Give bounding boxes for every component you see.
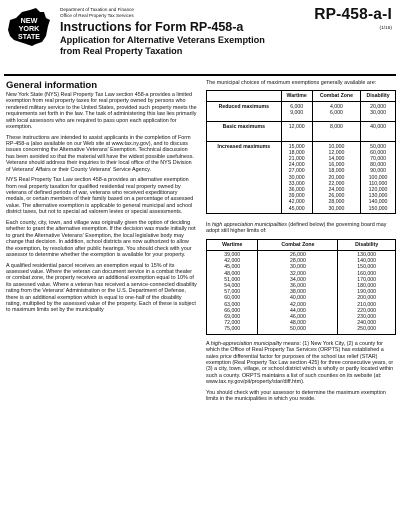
table-row: [207, 142, 396, 214]
table-header: Combat Zone: [312, 91, 360, 102]
svg-text:NEW: NEW: [20, 16, 38, 25]
table-header-row: [207, 91, 396, 102]
svg-text:STATE: STATE: [18, 34, 40, 41]
table-cell: 6,000 9,000: [281, 102, 312, 122]
table-header: [207, 91, 282, 102]
table-cell: 39,000 42,000 45,000 48,000 51,000 54,000 57,000 60,000 63,000 66,000 69,000 72,000 75,000: [207, 250, 258, 334]
row-label: Reduced maximums: [207, 102, 282, 122]
table-cell: 15,000 18,000 21,000 24,000 27,000 30,000 33,000 36,000 39,000 42,000 45,000: [281, 142, 312, 214]
table-header: Disability: [361, 91, 396, 102]
section-heading: General information: [6, 80, 98, 91]
table-row: [207, 122, 396, 142]
table-row: [207, 102, 396, 122]
table-cell: 10,000 12,000 14,000 16,000 18,000 20,000 22,000 24,000 26,000 28,000 30,000: [312, 142, 360, 214]
paragraph: A qualified residential parcel receives an exemption equal to 15% of its assessed value. Where the veteran can document service in a combat theater or combat zone, the property receives an additional exemption equal to 10% of its assessed value. Where a veteran has received a service-connected disability rating from the Veterans' Administration or the U.S. Department of Defense, there is an additional exemption which is equal to one-half of the disability rating, multiplied by the assessed value of the property. Each of these is subject to maximum limits set by the municipality: [6, 262, 197, 314]
page-subtitle: Application for Alternative Veterans Exemption from Real Property Taxation: [60, 35, 265, 56]
table-header: Disability: [338, 239, 396, 250]
page-title: Instructions for Form RP-458-a: [60, 20, 244, 34]
high-appreciation-limits-table: [206, 239, 396, 335]
form-header: [6, 4, 396, 76]
paragraph: Each county, city, town, and village was originally given the option of deciding whether to grant the alternative exemption. If the decision was made initially not to grant the Alternative Veterans' Exemption, the local legislative body may change that decision. In addition, school districts are now authorized to allow the exemption, by resolution after public hearings. You should check with your assessor to determine whether the exemption is available for your property.: [6, 219, 196, 258]
table-cell: 20,000 30,000: [361, 102, 396, 122]
high-appreciation-intro: In high appreciation municipalities (defined below) the governing board may adopt still higher limits of:: [206, 222, 387, 235]
header-divider: [4, 74, 396, 76]
table-header: Wartime: [207, 239, 258, 250]
table-cell: 26,000 28,000 30,000 32,000 34,000 36,000 38,000 40,000 42,000 44,000 46,000 48,000 50,000: [258, 250, 338, 334]
table-cell: 8,000: [312, 122, 360, 142]
left-column: [6, 80, 197, 318]
table-cell: 130,000 140,000 150,000 160,000 170,000 180,000 190,000 200,000 210,000 220,000 230,000 240,000 250,000: [338, 250, 396, 334]
revision-date: (1/16): [379, 26, 392, 31]
department-name: Department of Taxation and Finance Office of Real Property Tax Services: [60, 7, 134, 18]
table-row: [207, 250, 396, 334]
table-header: Wartime: [281, 91, 312, 102]
paragraph: NYS Real Property Tax Law section 458-a provides an alternative exemption from real property taxation for qualified residential real property owned by veterans of defined periods of war, veterans who received expeditionary medals, or certain members of their family based on a percentage of assessed value. The alternative exemption is applicable to general municipal and school district taxes, but not to special ad valorem levies or special assessments.: [6, 177, 194, 216]
svg-text:YORK: YORK: [18, 24, 40, 33]
table-header: Combat Zone: [258, 239, 338, 250]
paragraph: These instructions are intended to assist applicants in the completion of Form RP-458-a (also available on our Web site at www.tax.ny.gov), and to discuss issues concerning the Alternative Veterans' Exemption. Technical discussion has been avoided so that the material will have the widest possible usefulness. Veterans should address their inquiries to their local office of the NYS Division of Veterans' Affairs or their County Veterans' Service Agency.: [6, 134, 194, 173]
table-intro: The municipal choices of maximum exemptions generally available are:: [206, 80, 377, 86]
high-appreciation-definition: A high-appreciation municipality means: (1) New York City, (2) a county for which the Office of Real Property Tax Services (ORPTS) has established a sales price differential factor for purposes of the school tax relief (STAR) exemption (Real Property Tax Law section 425) for three consecutive years, or (3) a city, town, village, or school district which is wholly or partly located within such a county. ORPTS maintains a list of such counties on its website (at: www.tax.ny.gov/pit/property/star/diff.htm).: [206, 340, 394, 386]
form-number: RP-458-a-I: [314, 6, 392, 23]
maximum-exemptions-table: [206, 90, 396, 214]
right-column: [206, 80, 396, 407]
table-cell: 40,000: [361, 122, 396, 142]
new-york-state-logo: [6, 6, 52, 50]
table-cell: 4,000 6,000: [312, 102, 360, 122]
row-label: Increased maximums: [207, 142, 282, 214]
table-header-row: [207, 239, 396, 250]
paragraph: New York State (NYS) Real Property Tax Law section 458-a provides a limited exemption from real property taxes for real property owned by persons who rendered military service to the United States, provided such property meets the requirements set forth in the law. The task of administering this law lies primarily with local assessors who are required to pass upon each application for exemption.: [6, 92, 197, 131]
closing-paragraph: You should check with your assessor to determine the maximum exemption limits in the municipalities in which you reside.: [206, 389, 386, 403]
row-label: Basic maximums: [207, 122, 282, 142]
table-cell: 50,000 60,000 70,000 80,000 90,000 100,000 110,000 120,000 130,000 140,000 150,000: [361, 142, 396, 214]
table-cell: 12,000: [281, 122, 312, 142]
